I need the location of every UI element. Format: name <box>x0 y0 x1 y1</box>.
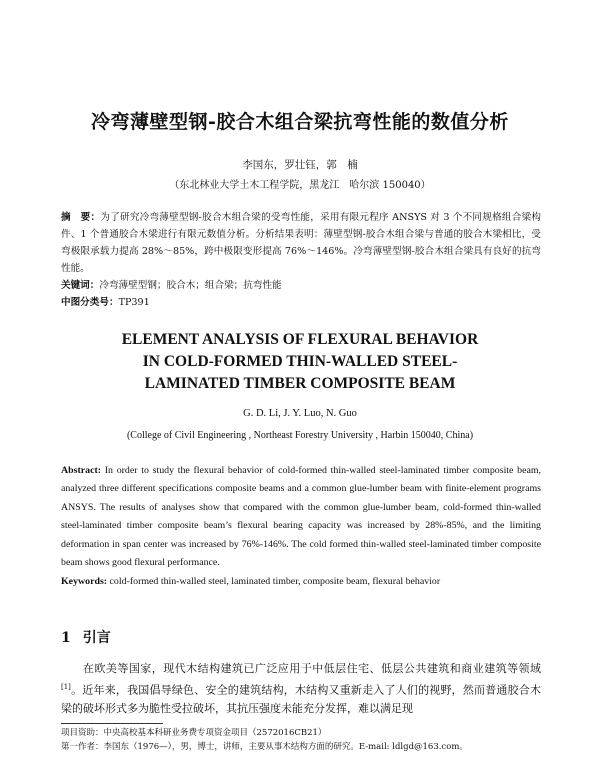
body-text-part-2: 。近年来，我国倡导绿色、安全的建筑结构，木结构又重新走入了人们的视野，然而普通胶合木梁的破坏形式多为脆性受拉破坏，其抗压强度未能充分发挥，难以满足现 <box>61 683 541 715</box>
classification-cn-label: 中图分类号： <box>61 297 119 308</box>
affiliation-en: (College of Civil Engineering , Northeast Forestry University , Harbin 150040, China) <box>126 430 474 441</box>
paper-title-en-line-3: LAMINATED TIMBER COMPOSITE BEAM <box>144 375 456 392</box>
abstract-en-label: Abstract: <box>61 465 102 476</box>
footnote-first-author: 第一作者：李国东（1976—），男，博士，讲师，主要从事木结构方面的研究。E-mail: ldlgd@163.com。 <box>61 742 468 752</box>
paper-title-en-line-1: ELEMENT ANALYSIS OF FLEXURAL BEHAVIOR <box>121 331 479 348</box>
footnote-funding: 项目资助：中央高校基本科研业务费专项资金项目（2572016CB21） <box>61 728 327 738</box>
citation-ref-1[interactable]: [1] <box>61 683 71 691</box>
section-number: 1 <box>61 630 71 646</box>
keywords-en-label: Keywords: <box>61 576 108 587</box>
body-text-part-1: 在欧美等国家，现代木结构建筑已广泛应用于中低层住宅、低层公共建筑和商业建筑等领域 <box>83 662 541 675</box>
keywords-cn <box>61 277 541 294</box>
footnote-divider <box>61 723 163 724</box>
affiliation-cn: （东北林业大学土木工程学院，黑龙江 哈尔滨 150040） <box>169 180 431 191</box>
keywords-en-text: cold-formed thin-walled steel, laminated timber, composite beam, flexural behavior <box>109 576 441 587</box>
keywords-cn-label: 关键词： <box>61 280 100 291</box>
author-list-cn: 李国东，罗壮钰，郭 楠 <box>242 159 358 171</box>
author-list-en: G. D. Li, J. Y. Luo, N. Guo <box>243 408 357 419</box>
section-title: 引言 <box>82 630 111 646</box>
paper-title-cn: 冷弯薄壁型钢-胶合木组合梁抗弯性能的数值分析 <box>91 111 509 133</box>
classification-cn <box>61 294 541 311</box>
abstract-en <box>61 462 541 572</box>
abstract-cn <box>61 209 541 277</box>
body-paragraph <box>61 660 541 718</box>
keywords-en <box>61 573 541 591</box>
abstract-en-text: In order to study the flexural behavior of cold-formed thin-walled steel-laminated timber composite beam, analyzed three different specifications composite beams and a common glue-lumber beam with finite-element programs ANSYS. The results of analyses show that compared with the common glue-lumber beam, cold-formed thin-walled steel-laminated timber composite beam’s flexural bearing capacity was increased by 28%-85%, and the limiting deformation in span center was increased by 76%-146%. The cold formed thin-walled steel-laminated timber composite beam shows good flexural performance. <box>61 465 541 569</box>
section-heading-introduction <box>61 627 111 647</box>
classification-cn-text: TP391 <box>118 297 150 308</box>
keywords-cn-text: 冷弯薄壁型钢；胶合木；组合梁；抗弯性能 <box>99 280 282 291</box>
abstract-cn-text: 为了研究冷弯薄壁型钢-胶合木组合梁的受弯性能，采用有限元程序 ANSYS 对 3 个不同规格组合梁构件、1 个普通胶合木梁进行有限元数值分析。分析结果表明：薄壁型钢-胶合木组合梁与普通的胶合木梁相比，受弯极限承载力提高 28%～85%，跨中极限变形提高 76%～146%。冷弯薄壁型钢-胶合木组合梁具有良好的抗弯性能。 <box>61 212 542 274</box>
paper-title-en-line-2: IN COLD-FORMED THIN-WALLED STEEL- <box>142 353 458 370</box>
abstract-cn-label: 摘 要： <box>61 212 101 223</box>
